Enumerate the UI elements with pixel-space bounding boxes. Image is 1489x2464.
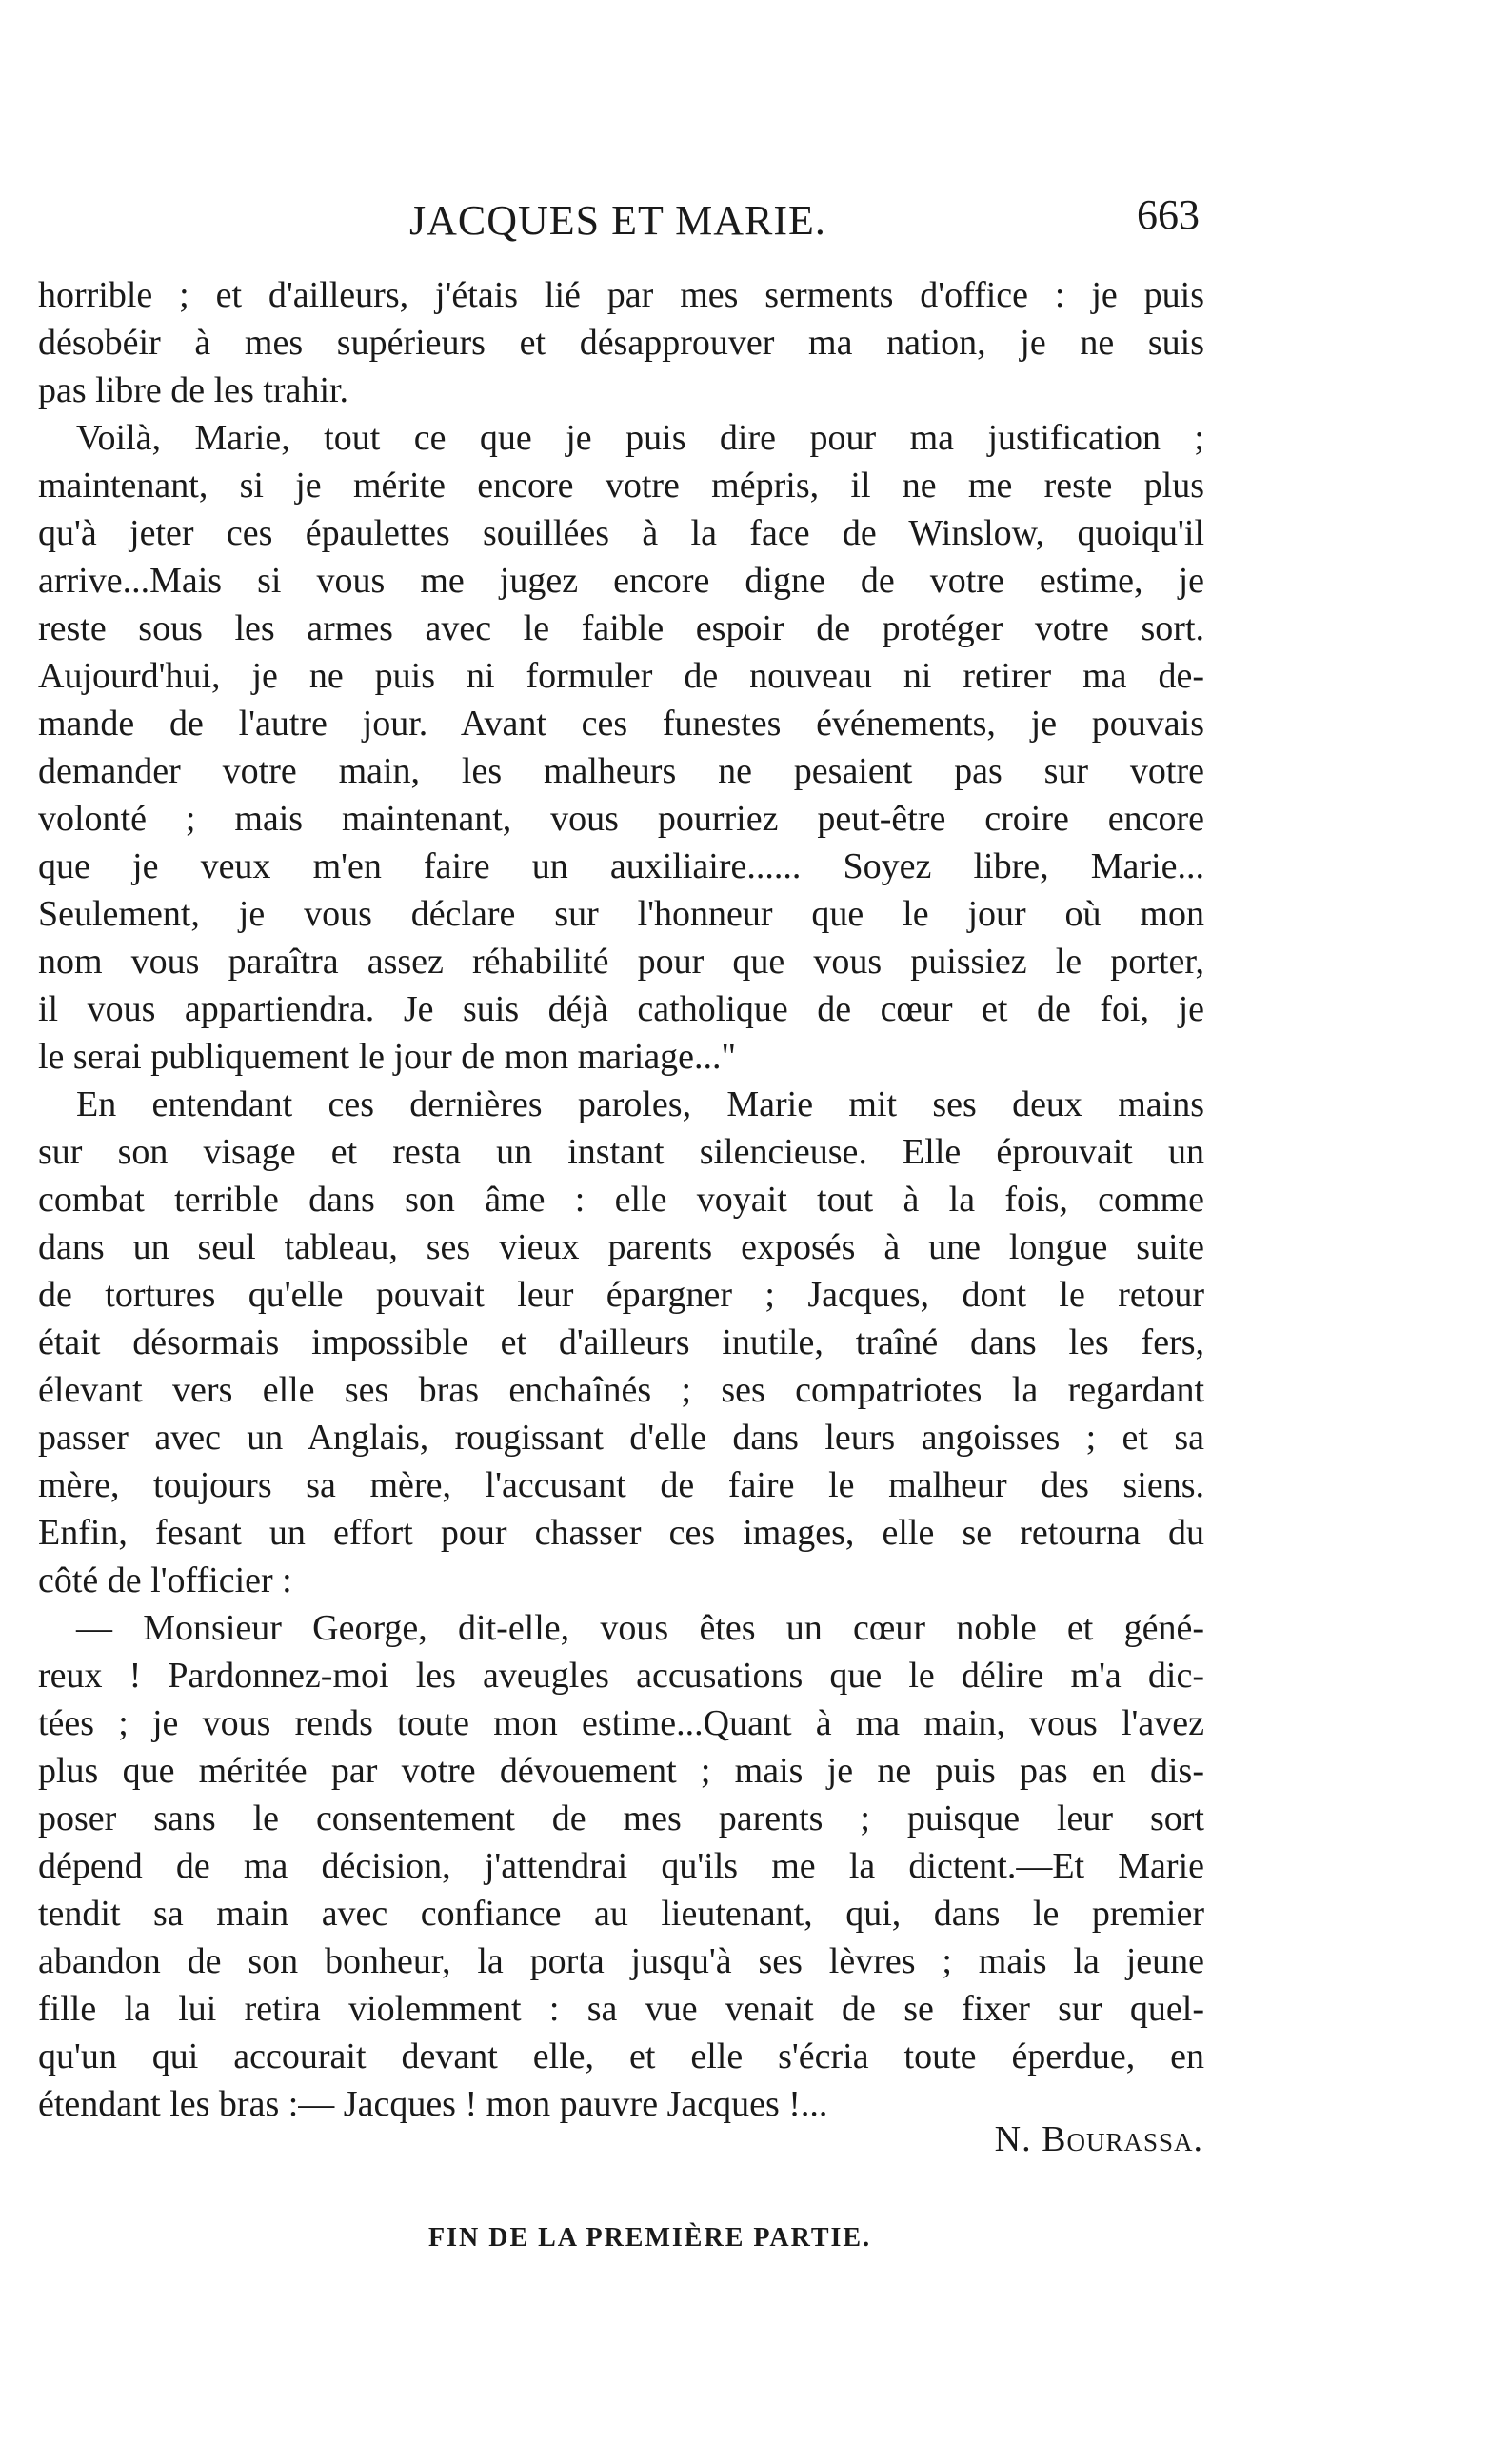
author-name: Bourassa.: [1042, 2119, 1203, 2159]
text-line: abandon de son bonheur, la porta jusqu'à ses lèvres ; mais la jeune: [38, 1941, 1204, 1981]
text-line: fille la lui retira violemment : sa vue venait de se fixer sur quel-: [38, 1989, 1204, 2029]
text-line: poser sans le consentement de mes parents ; puisque leur sort: [38, 1798, 1204, 1838]
text-line: de tortures qu'elle pouvait leur épargner ; Jacques, dont le retour: [38, 1275, 1204, 1315]
text-line: sur son visage et resta un instant silencieuse. Elle éprouvait un: [38, 1132, 1204, 1172]
text-line: côté de l'officier :: [38, 1560, 292, 1600]
text-line: qu'à jeter ces épaulettes souillées à la face de Winslow, quoiqu'il: [38, 513, 1204, 553]
running-title: JACQUES ET MARIE.: [409, 197, 826, 244]
page-number: 663: [1137, 191, 1200, 238]
text-line: qu'un qui accourait devant elle, et elle s'écria toute éperdue, en: [38, 2037, 1204, 2077]
text-line: Aujourd'hui, je ne puis ni formuler de nouveau ni retirer ma de-: [38, 656, 1204, 696]
text-line: il vous appartiendra. Je suis déjà catholique de cœur et de foi, je: [38, 989, 1204, 1029]
text-line: Enfin, fesant un effort pour chasser ces images, elle se retourna du: [38, 1513, 1204, 1553]
page-header: [38, 190, 1200, 257]
text-line: dépend de ma décision, j'attendrai qu'ils me la dictent.—Et Marie: [38, 1846, 1204, 1886]
text-line: mande de l'autre jour. Avant ces funestes événements, je pouvais: [38, 704, 1204, 744]
author-initial: N.: [994, 2119, 1032, 2159]
text-line: étendant les bras :— Jacques ! mon pauvre Jacques !...: [38, 2084, 828, 2124]
text-line: le serai publiquement le jour de mon mariage...": [38, 1037, 737, 1077]
text-line: horrible ; et d'ailleurs, j'étais lié par mes serments d'office : je puis: [38, 275, 1204, 315]
text-line: demander votre main, les malheurs ne pesaient pas sur votre: [38, 751, 1204, 791]
text-line: En entendant ces dernières paroles, Marie mit ses deux mains: [76, 1084, 1204, 1124]
text-line: désobéir à mes supérieurs et désapprouver ma nation, je ne suis: [38, 323, 1204, 363]
text-line: passer avec un Anglais, rougissant d'elle dans leurs angoisses ; et sa: [38, 1418, 1204, 1458]
text-line: tendit sa main avec confiance au lieutenant, qui, dans le premier: [38, 1894, 1204, 1934]
text-line: combat terrible dans son âme : elle voyait tout à la fois, comme: [38, 1180, 1204, 1220]
text-line: arrive...Mais si vous me jugez encore digne de votre estime, je: [38, 561, 1204, 601]
text-line: maintenant, si je mérite encore votre mépris, il ne me reste plus: [38, 466, 1204, 506]
text-line: tées ; je vous rends toute mon estime...Quant à ma main, vous l'avez: [38, 1703, 1204, 1743]
text-line: plus que méritée par votre dévouement ; mais je ne puis pas en dis-: [38, 1751, 1204, 1791]
text-line: pas libre de les trahir.: [38, 370, 349, 410]
text-line: élevant vers elle ses bras enchaînés ; ses compatriotes la regardant: [38, 1370, 1204, 1410]
text-line: dans un seul tableau, ses vieux parents exposés à une longue suite: [38, 1227, 1204, 1267]
body-text: [38, 271, 1204, 2128]
text-line: que je veux m'en faire un auxiliaire...... Soyez libre, Marie...: [38, 846, 1204, 886]
text-line: était désormais impossible et d'ailleurs inutile, traîné dans les fers,: [38, 1322, 1204, 1362]
text-line: volonté ; mais maintenant, vous pourriez peut-être croire encore: [38, 799, 1204, 839]
author-signature: [995, 2118, 1203, 2160]
text-line: mère, toujours sa mère, l'accusant de faire le malheur des siens.: [38, 1465, 1204, 1505]
end-of-part-note: FIN DE LA PREMIÈRE PARTIE.: [428, 2223, 872, 2253]
text-line: reste sous les armes avec le faible espoir de protéger votre sort.: [38, 608, 1204, 648]
text-line: — Monsieur George, dit-elle, vous êtes un cœur noble et géné-: [76, 1608, 1204, 1648]
text-line: Voilà, Marie, tout ce que je puis dire pour ma justification ;: [76, 418, 1204, 458]
text-line: nom vous paraîtra assez réhabilité pour que vous puissiez le porter,: [38, 942, 1204, 982]
text-line: reux ! Pardonnez-moi les aveugles accusations que le délire m'a dic-: [38, 1656, 1204, 1696]
text-line: Seulement, je vous déclare sur l'honneur que le jour où mon: [38, 894, 1204, 934]
